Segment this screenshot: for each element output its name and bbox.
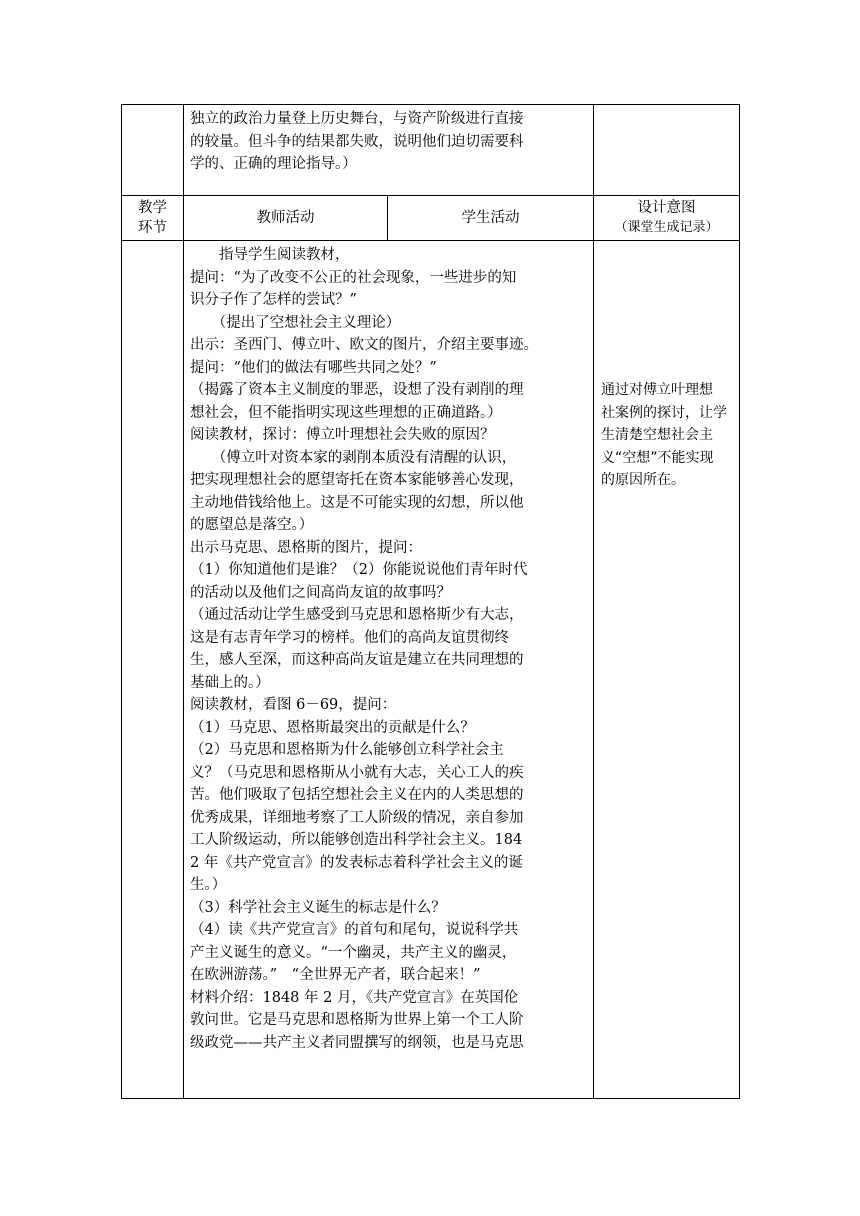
content-row [122, 241, 740, 1099]
teacher-line: 主动地借钱给他上。这是不可能实现的幻想，所以他 [190, 494, 524, 511]
header-design-intent: 设计意图 （课堂生成记录） [594, 196, 740, 241]
teacher-line: （3）科学社会主义诞生的标志是什么？ [190, 899, 446, 916]
teacher-line: 产主义诞生的意义。“一个幽灵，共产主义的幽灵， [190, 944, 517, 961]
teacher-line: 材料介绍：1848 年 2 月，《共产党宣言》在英国伦 [190, 989, 519, 1006]
design-intent-cell [594, 241, 740, 1099]
empty-cell [122, 105, 184, 196]
teacher-line: 的活动以及他们之间高尚友谊的故事吗？ [190, 584, 451, 601]
teacher-line: 出示：圣西门、傅立叶、欧文的图片，介绍主要事迹。 [190, 337, 538, 353]
teacher-line: 提问：“他们的做法有哪些共同之处？” [190, 359, 437, 376]
teacher-line: 阅读教材，看图 6－69，提问： [190, 697, 397, 713]
teacher-line: 阅读教材，探讨：傅立叶理想社会失败的原因？ [190, 427, 495, 443]
continuation-text: 独立的政治力量登上历史舞台，与资产阶级进行直接 的较量。但斗争的结果都失败，说明他们迫切需要科 学的、正确的理论指导。） [190, 111, 524, 172]
teacher-line: 想社会，但不能指明实现这些理想的正确道路。） [190, 404, 502, 421]
header-teaching-stage: 教学 环节 [122, 196, 184, 241]
teacher-line: 优秀成果，详细地考察了工人阶级的情况，亲自参加 [190, 809, 524, 826]
empty-cell [122, 241, 184, 1099]
continuation-cell [184, 105, 594, 196]
teacher-line: 生。） [190, 877, 227, 893]
teacher-line: 工人阶级运动，所以能够创造出科学社会主义。184 [190, 832, 523, 848]
header-student-activity: 学生活动 [388, 196, 594, 241]
teacher-line: 基础上的。） [190, 674, 270, 691]
header-teacher-activity: 教师活动 [184, 196, 388, 241]
teacher-line: 出示马克思、恩格斯的图片，提问： [190, 539, 422, 556]
teacher-line: 指导学生阅读教材， [190, 247, 350, 263]
teacher-line: （4）读《共产党宣言》的首句和尾句，说说科学共 [190, 922, 519, 938]
header-row [122, 196, 740, 241]
empty-cell [594, 105, 740, 196]
teacher-line: 级政党——共产主义者同盟撰写的纲领，也是马克思 [190, 1034, 524, 1051]
teacher-line: （提出了空想社会主义理论） [190, 314, 401, 331]
teacher-activity-cell [184, 241, 594, 1099]
teacher-line: 这是有志青年学习的榜样。他们的高尚友谊贯彻终 [190, 629, 509, 646]
design-intent-text: 通过对傅立叶理想 社案例的探讨，让学 生清楚空想社会主 义“空想”不能实现 的原因所在。 [601, 382, 727, 488]
teacher-line: 苦。他们吸取了包括空想社会主义在内的人类思想的 [190, 787, 524, 803]
teacher-line: 2 年《共产党宣言》的发表标志着科学社会主义的诞 [190, 854, 523, 871]
teacher-line: 识分子作了怎样的尝试？” [190, 292, 357, 308]
teacher-line: 义？（马克思和恩格斯从小就有大志，关心工人的疾 [190, 764, 524, 781]
teacher-line: （揭露了资本主义制度的罪恶，设想了没有剥削的理 [190, 382, 524, 398]
teacher-line: 在欧洲游荡。” “全世界无产者，联合起来！” [190, 967, 481, 983]
teacher-line: （2）马克思和恩格斯为什么能够创立科学社会主 [190, 742, 504, 758]
teacher-line: （傅立叶对资本家的剥削本质没有清醒的认识， [190, 449, 517, 466]
lesson-plan-table [121, 104, 740, 1099]
teacher-activity-text [184, 241, 593, 1054]
teacher-line: 的愿望总是落空。） [190, 517, 314, 533]
teacher-line: （1）你知道他们是谁？（2）你能说说他们青年时代 [190, 562, 528, 578]
teacher-line: （1）马克思、恩格斯最突出的贡献是什么？ [190, 719, 475, 736]
continuation-row [122, 105, 740, 196]
teacher-line: 提问：“为了改变不公正的社会现象，一些进步的知 [190, 269, 517, 286]
teacher-line: 生，感人至深，而这种高尚友谊是建立在共同理想的 [190, 652, 524, 668]
teacher-line: 敦问世。它是马克思和恩格斯为世界上第一个工人阶 [190, 1012, 524, 1028]
teacher-line: 把实现理想社会的愿望寄托在资本家能够善心发现， [190, 472, 524, 488]
teacher-line: （通过活动让学生感受到马克思和恩格斯少有大志， [190, 607, 524, 623]
